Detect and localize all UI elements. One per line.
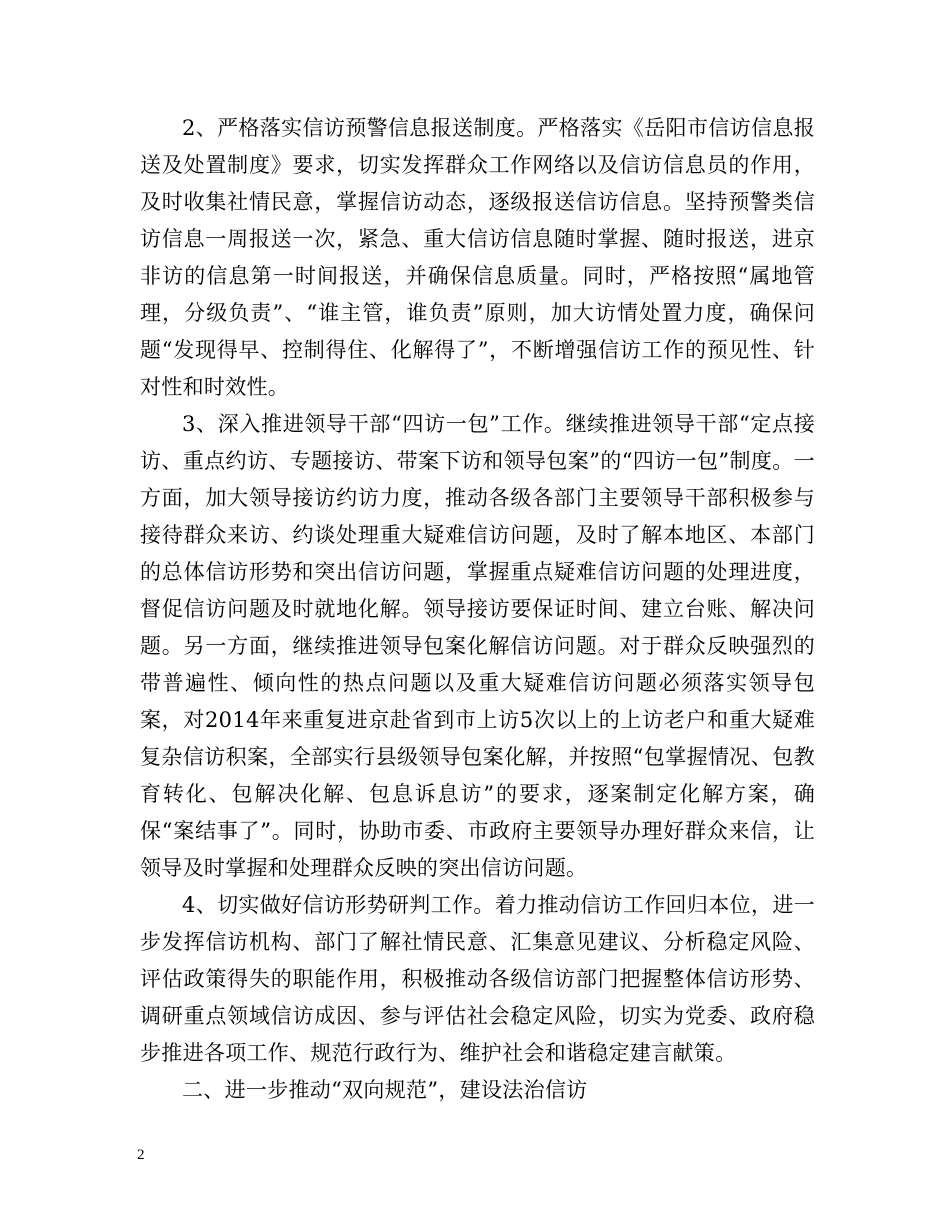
paragraph-info-reporting: 2、严格落实信访预警信息报送制度。严格落实《岳阳市信访信息报送及处置制度》要求，切实发挥群众工作网络以及信访信息员的作用，及时收集社情民意，掌握信访动态，逐级报送信访信息。坚持预警类信访信息一周报送一次，紧急、重大信访信息随时掌握、随时报送，进京非访的信息第一时间报送，并确保信息质量。同时，严格按照“属地管理，分级负责”、“谁主管，谁负责”原则，加大访情处置力度，确保问题“发现得早、控制得住、化解得了”，不断增强信访工作的预见性、针对性和时效性。 bbox=[140, 116, 815, 399]
page-number: 2 bbox=[137, 1147, 145, 1163]
section-heading: 二、进一步推动“双向规范”，建设法治信访 bbox=[182, 1078, 588, 1102]
document-body bbox=[140, 110, 815, 1109]
paragraph-leader-visits: 3、深入推进领导干部“四访一包”工作。继续推进领导干部“定点接访、重点约访、专题接访、带案下访和领导包案”的“四访一包”制度。一方面，加大领导接访约访力度，推动各级各部门主要领导干部积极参与接待群众来访、约谈处理重大疑难信访问题，及时了解本地区、本部门的总体信访形势和突出信访问题，掌握重点疑难信访问题的处理进度，督促信访问题及时就地化解。领导接访要保证时间、建立台账、解决问题。另一方面，继续推进领导包案化解信访问题。对于群众反映强烈的带普遍性、倾向性的热点问题以及重大疑难信访问题必须落实领导包案，对2014年来重复进京赴省到市上访5次以上的上访老户和重大疑难复杂信访积案，全部实行县级领导包案化解，并按照“包掌握情况、包教育转化、包解决化解、包息诉息访”的要求，逐案制定化解方案，确保“案结事了”。同时，协助市委、市政府主要领导办理好群众来信，让领导及时掌握和处理群众反映的突出信访问题。 bbox=[140, 412, 815, 880]
paragraph-situation-analysis: 4、切实做好信访形势研判工作。着力推动信访工作回归本位，进一步发挥信访机构、部门了解社情民意、汇集意见建议、分析稳定风险、评估政策得失的职能作用，积极推动各级信访部门把握整体信访形势、调研重点领域信访成因、参与评估社会稳定风险，切实为党委、政府稳步推进各项工作、规范行政行为、维护社会和谐稳定建言献策。 bbox=[140, 893, 815, 1065]
